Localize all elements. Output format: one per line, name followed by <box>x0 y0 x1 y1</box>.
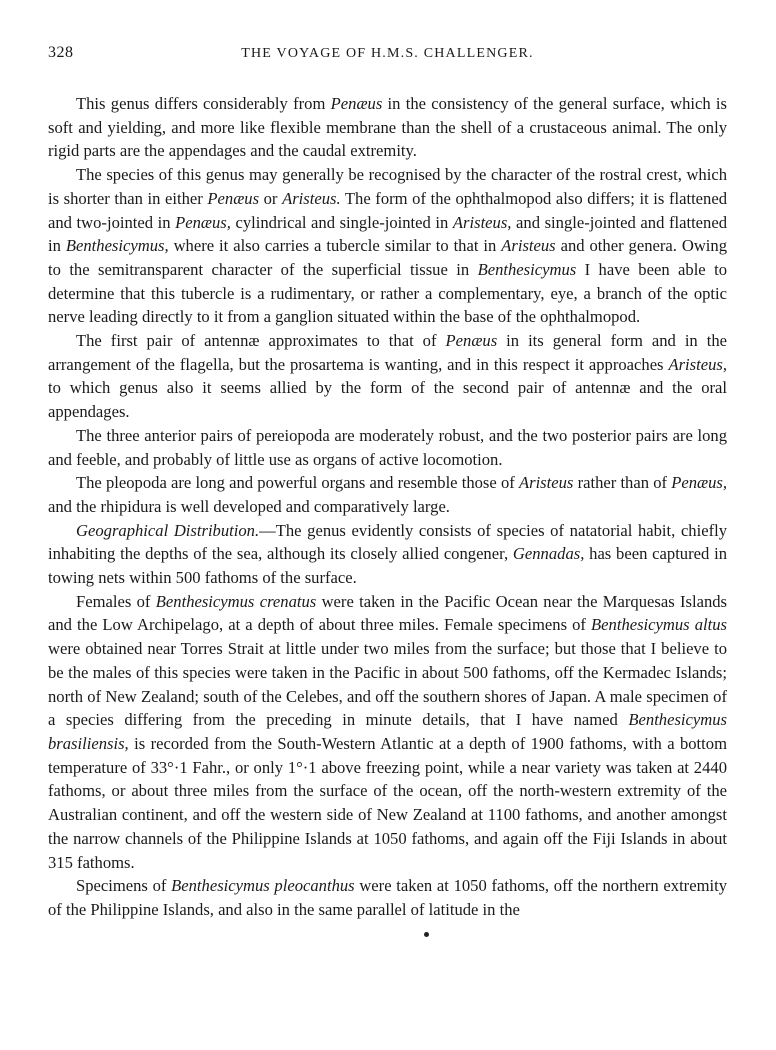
species-name: Benthesicymus pleocanthus <box>171 876 355 896</box>
genus-name: Penæus <box>207 188 260 208</box>
running-title: THE VOYAGE OF H.M.S. CHALLENGER. <box>241 46 534 61</box>
document-page <box>48 44 727 922</box>
genus-name: Gennadas, <box>512 544 585 564</box>
page-header <box>48 44 727 74</box>
genus-name: Aristeus, <box>452 212 512 232</box>
paragraph: The three anterior pairs of pereiopoda are moderately robust, and the two posterior pairs are long and feeble, and probably of little use as organs of active locomotion. <box>48 425 727 469</box>
genus-name: Aristeus <box>501 236 556 256</box>
genus-name: Benthesicymus, <box>65 236 169 256</box>
body-text <box>48 92 727 922</box>
genus-name: Aristeus <box>518 473 574 493</box>
species-name: Benthesicymus altus <box>591 615 727 635</box>
genus-name: Benthesicymus <box>477 259 577 279</box>
genus-name: Penæus, <box>175 212 231 232</box>
genus-name: Penæus, <box>671 473 727 493</box>
paragraph: This genus differs considerably from Penæus in the consistency of the general surface, which is soft and yielding, and more like flexible membrane than the shell of a crustaceous animal. The only rigid parts are the appendages and the caudal extremity. <box>48 94 727 161</box>
paragraph: Geographical Distribution.—The genus evidently consists of species of natatorial habit, chiefly inhabiting the depths of the sea, although its closely allied congener, Gennadas, has been captured in towing nets within 500 fathoms of the surface. <box>48 520 728 588</box>
genus-name: Penæus <box>330 94 383 113</box>
genus-name: Aristeus. <box>282 188 341 208</box>
ink-dot-mark <box>424 932 429 937</box>
paragraph: Specimens of Benthesicymus pleocanthus were taken at 1050 fathoms, off the northern extremity of the Philippine Islands, and also in the same parallel of latitude in the <box>48 876 727 919</box>
page-number: 328 <box>48 44 74 61</box>
section-heading: Geographical Distribution. <box>76 520 260 540</box>
genus-name: Aristeus, <box>668 354 727 374</box>
species-name: Benthesicymus brasiliensis, <box>48 710 727 753</box>
paragraph: The species of this genus may generally be recognised by the character of the rostral crest, which is shorter than in either Penæus or Aristeus. The form of the ophthalmopod also differs; it is flattened and two-jointed in Penæus, cylindrical and single-jointed in Aristeus, and single-jointed and flattened in Benthesicymus, where it also carries a tubercle similar to that in Aristeus and other genera. Owing to the semitransparent character of the superficial tissue in Benthesicymus I have been able to determine that this tubercle is a rudimentary, or rather a complementary, eye, a branch of the optic nerve leading directly to it from a ganglion situated within the base of the ophthalmopod. <box>48 165 728 327</box>
paragraph: The first pair of antennæ approximates to that of Penæus in its general form and in the arrangement of the flagella, but the prosartema is wanting, and in this respect it approaches Aristeus, to which genus also it seems allied by the form of the second pair of antennæ and the oral appendages. <box>48 331 728 422</box>
genus-name: Penæus <box>445 331 498 351</box>
paragraph: Females of Benthesicymus crenatus were taken in the Pacific Ocean near the Marquesas Islands and the Low Archipelago, at a depth of about three miles. Female specimens of Benthesicymus altus were obtained near Torres Strait at little under two miles from the surface; but those that I believe to be the males of this species were taken in the Pacific in about 500 fathoms, off the Kermadec Islands; north of New Zealand; south of the Celebes, and off the southern shores of Japan. A male specimen of a species differing from the preceding in minute details, that I have named Benthesicymus brasiliensis, is recorded from the South-Western Atlantic at a depth of 1900 fathoms, with a bottom temperature of 33°·1 Fahr., or only 1°·1 above freezing point, while a near variety was taken at 2440 fathoms, or about three miles from the surface of the ocean, off the north-western extremity of the Australian continent, and off the western side of New Zealand at 1100 fathoms, and another amongst the narrow channels of the Philippine Islands at 1050 fathoms, and again off the Fiji Islands in about 315 fathoms. <box>48 591 727 872</box>
species-name: Benthesicymus crenatus <box>155 591 317 611</box>
paragraph: The pleopoda are long and powerful organs and resemble those of Aristeus rather than of Penæus, and the rhipidura is well developed and comparatively large. <box>48 473 727 516</box>
